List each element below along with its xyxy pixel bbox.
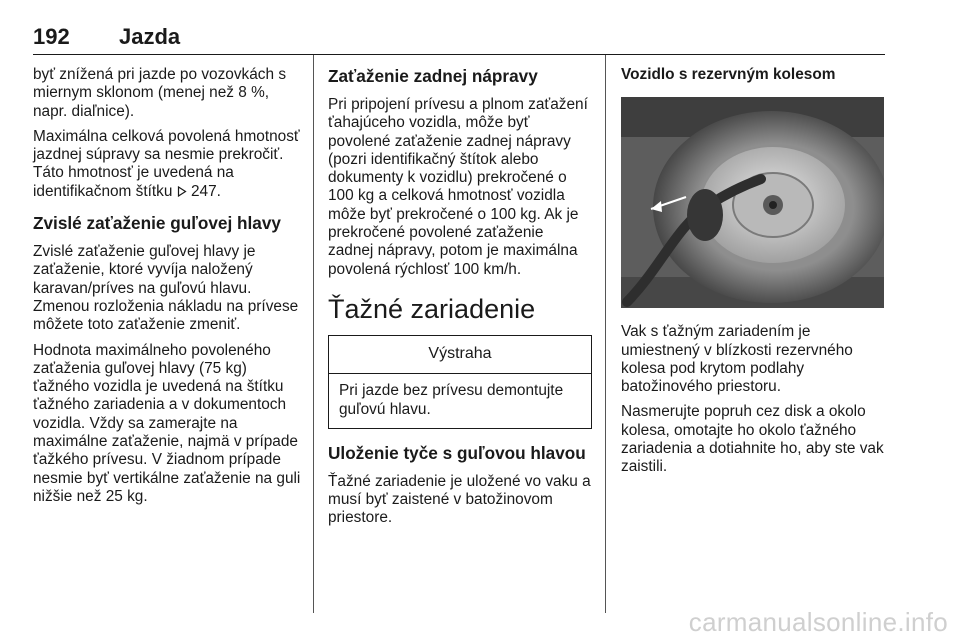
heading-towing-device: Ťažné zariadenie [328, 293, 536, 324]
section-title: Jazda [119, 24, 181, 49]
paragraph: byť znížená pri jazde po vozovkách s miernym sklonom (menej než 8 %, napr. diaľnice). [33, 66, 287, 120]
column-2 [328, 66, 592, 535]
paragraph-max-weight [33, 128, 303, 201]
arrow-reference-icon [177, 183, 187, 200]
page-number: 192 [33, 24, 70, 49]
warning-text: Pri jazde bez prívesu demontujte guľovú hlavu. [339, 382, 564, 418]
page-reference-link[interactable]: 247. [191, 182, 221, 200]
heading-vertical-load: Zvislé zaťaženie guľovej hlavy [33, 213, 281, 234]
paragraph-text: Maximálna celková povolená hmotnosť jazdnej súpravy sa nesmie prekročiť. Táto hmotnosť je uvedená na identifikačnom štítku [33, 127, 300, 200]
paragraph: Pri pripojení prívesu a plnom zaťažení ťahajúceho vozidla, môže byť povolené zaťaženie zadnej nápravy (pozri identifikačný štítok alebo dokumenty k vozidlu) prekročené o 100 kg a celková hmotnosť vozidla môže byť prekročené o 100 kg. Ak je prekročené povolené zaťaženie zadnej nápravy, potom je maximálna povolená rýchlosť 100 km/h. [328, 96, 588, 278]
paragraph: Hodnota maximálneho povoleného zaťaženia guľovej hlavy (75 kg) ťažného vozidla je uvedená na štítku ťažného zariadenia a v dokumentoch vozidla. Vždy sa zamerajte na maximálne zaťaženie, najmä v prípade ťažkého prívesu. V žiadnom prípade nesmie byť vertikálne zaťaženie na guli nižšie než 25 kg. [33, 341, 301, 505]
heading-storage: Uloženie tyče s guľovou hlavou [328, 442, 586, 463]
paragraph: Ťažné zariadenie je uložené vo vaku a musí byť zaistené v batožinovom priestore. [328, 472, 591, 527]
paragraph: Nasmerujte popruh cez disk a okolo kolesa, omotajte ho okolo ťažného zariadenia a dotiahnite ho, aby ste vak zaistili. [621, 403, 884, 476]
paragraph: Vak s ťažným zariadením je umiestnený v blízkosti rezervného kolesa pod krytom podlahy batožinového priestoru. [621, 323, 853, 396]
paragraph: Zvislé zaťaženie guľovej hlavy je zaťaženie, ktoré vyvíja naložený karavan/príves na guľovú hlavu. Zmenou rozloženia nákladu na prívese môžete toto zaťaženie zmeniť. [33, 243, 299, 334]
column-divider [313, 55, 314, 613]
heading-rear-axle: Zaťaženie zadnej nápravy [328, 66, 538, 86]
column-3 [621, 66, 885, 484]
heading-spare-wheel: Vozidlo s rezervným kolesom [621, 66, 836, 83]
column-divider [605, 55, 606, 613]
page-header [33, 8, 885, 55]
watermark: carmanualsonline.info [688, 607, 948, 637]
spare-wheel-photo [621, 97, 884, 308]
warning-box [328, 335, 592, 429]
warning-title: Výstraha [329, 336, 591, 374]
column-1 [33, 66, 303, 513]
